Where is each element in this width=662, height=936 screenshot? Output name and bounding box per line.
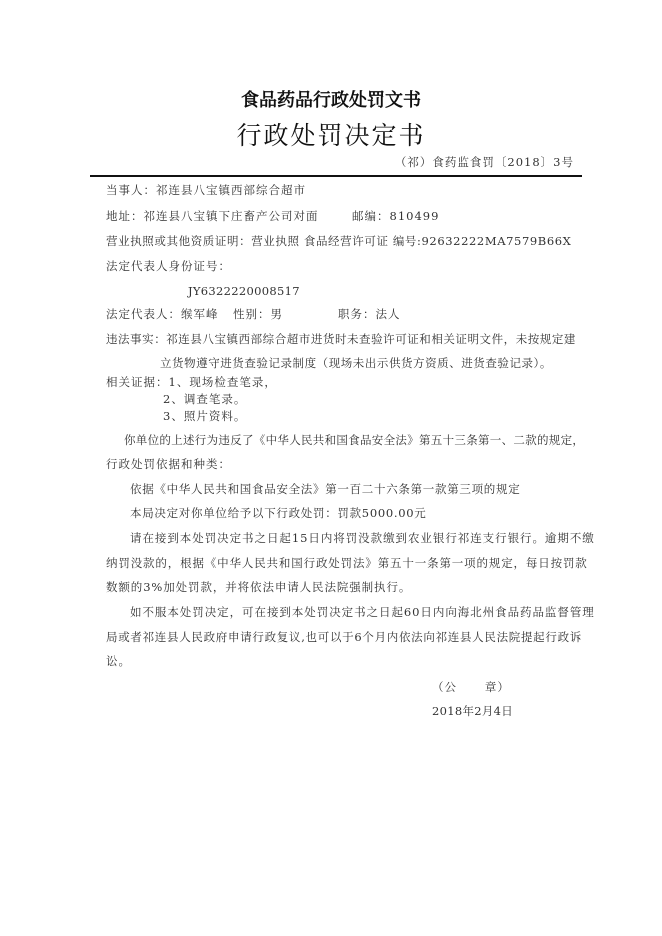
gender-value: 男 bbox=[270, 307, 283, 321]
gender-label: 性别： bbox=[233, 307, 271, 321]
license-number: 92632222MA7579B66X bbox=[421, 234, 572, 248]
facts-line-2: 立货物遵守进货查验记录制度（现场未出示供货方资质、进货查验记录）。 bbox=[160, 356, 552, 370]
rep-id-label: 法定代表人身份证号： bbox=[106, 259, 231, 273]
payment-line-2: 纳罚没款的，根据《中华人民共和国行政处罚法》第五十一条第一项的规定，每日按罚款 bbox=[106, 556, 588, 570]
license-number-label: 编号: bbox=[392, 234, 422, 248]
facts-line-1: 祁连县八宝镇西部综合超市进货时未查验许可证和相关证明文件，未按规定建 bbox=[166, 332, 576, 346]
evidence-label: 相关证据： bbox=[106, 375, 169, 389]
address-row bbox=[106, 209, 319, 223]
violation-line-1: 你单位的上述行为违反了《中华人民共和国食品安全法》第五十三条第一、二款的规定， bbox=[124, 433, 585, 447]
party-row bbox=[106, 183, 306, 197]
evidence-row bbox=[106, 375, 277, 389]
appeal-line-1: 如不服本处罚决定，可在接到本处罚决定书之日起60日内向海北州食品药品监督管理 bbox=[130, 605, 595, 619]
postcode-row bbox=[352, 209, 439, 223]
document-number: （祁）食药监食罚〔2018〕3号 bbox=[394, 155, 574, 169]
payment-line-1: 请在接到本处罚决定书之日起15日内将罚没款缴到农业银行祁连支行银行。逾期不缴 bbox=[130, 531, 595, 545]
appeal-line-2: 局或者祁连县人民政府申请行政复议,也可以于6个月内依法向祁连县人民法院提起行政诉 bbox=[106, 630, 582, 644]
position-row bbox=[338, 307, 401, 321]
rep-label: 法定代表人： bbox=[106, 307, 181, 321]
document-title: 行政处罚决定书 bbox=[236, 121, 426, 150]
penalty-decision: 本局决定对你单位给予以下行政处罚：罚款5000.00元 bbox=[130, 506, 427, 520]
appeal-line-3: 讼。 bbox=[106, 654, 131, 668]
position-label: 职务： bbox=[338, 307, 376, 321]
license-row bbox=[106, 234, 571, 248]
position-value: 法人 bbox=[375, 307, 401, 321]
official-seal: （公 章） bbox=[432, 680, 510, 694]
license-types: 营业执照 食品经营许可证 bbox=[251, 234, 389, 248]
address-label: 地址： bbox=[106, 209, 144, 223]
postcode-value: 810499 bbox=[389, 209, 440, 223]
evidence-item-1: 1、现场检查笔录， bbox=[168, 375, 277, 389]
header-divider bbox=[90, 175, 582, 177]
violation-line-2: 行政处罚依据和种类： bbox=[106, 457, 231, 471]
party-name: 祁连县八宝镇西部综合超市 bbox=[156, 183, 306, 197]
penalty-basis: 依据《中华人民共和国食品安全法》第一百二十六条第一款第三项的规定 bbox=[130, 482, 521, 496]
address-value: 祁连县八宝镇下庄畜产公司对面 bbox=[143, 209, 319, 223]
rep-row bbox=[106, 307, 219, 321]
payment-line-3: 数额的3%加处罚款，并将依法申请人民法院强制执行。 bbox=[106, 580, 412, 594]
issue-date: 2018年2月4日 bbox=[432, 704, 514, 718]
party-label: 当事人： bbox=[106, 183, 156, 197]
evidence-item-2: 2、调查笔录。 bbox=[163, 392, 247, 406]
facts-row bbox=[106, 332, 576, 346]
document-category-title: 食品药品行政处罚文书 bbox=[241, 90, 421, 111]
postcode-label: 邮编： bbox=[352, 209, 390, 223]
rep-id-value: JY6322220008517 bbox=[188, 284, 300, 298]
facts-label: 违法事实： bbox=[106, 332, 167, 346]
license-label: 营业执照或其他资质证明： bbox=[106, 234, 252, 248]
gender-row bbox=[233, 307, 283, 321]
rep-id-label-row bbox=[106, 259, 231, 273]
rep-name: 缑军峰 bbox=[181, 307, 219, 321]
evidence-item-3: 3、照片资料。 bbox=[163, 409, 247, 423]
